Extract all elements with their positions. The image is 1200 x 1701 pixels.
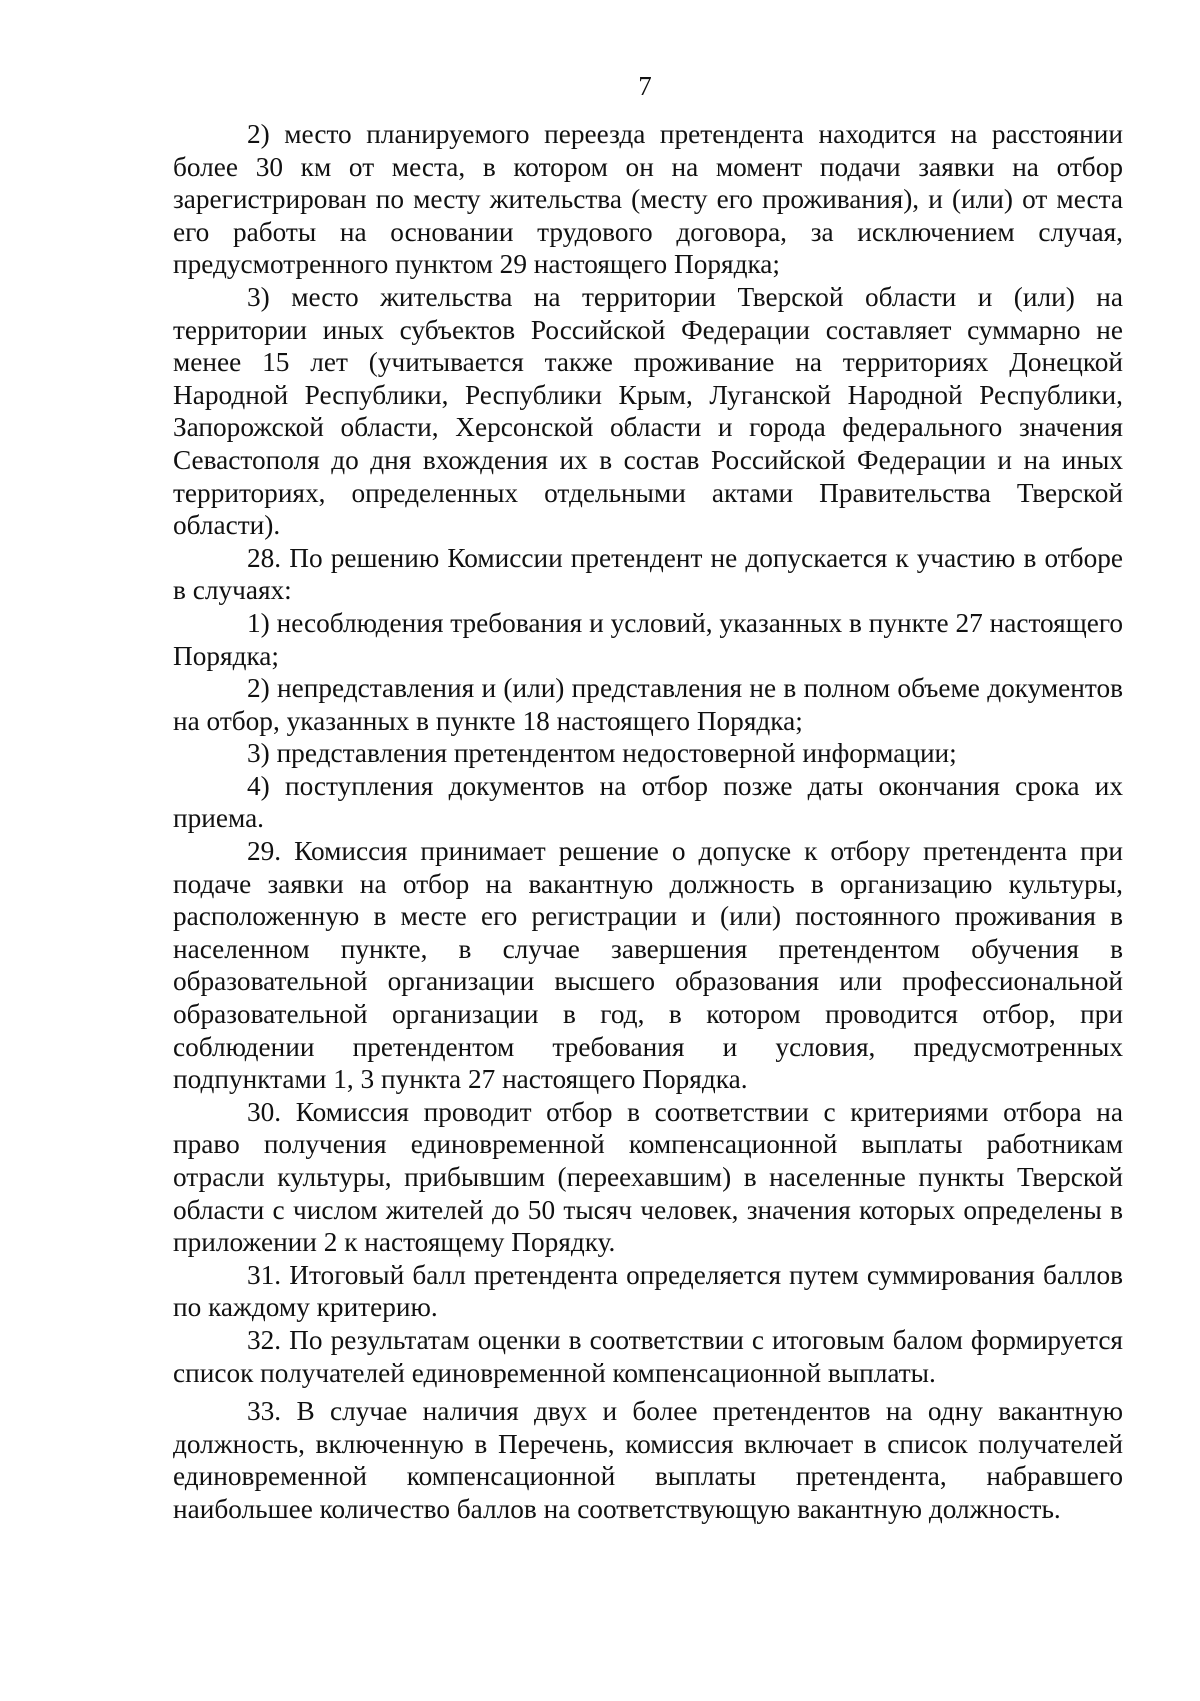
paragraph-28-item-4: 4) поступления документов на отбор позже даты окончания срока их приема. [173, 770, 1123, 834]
paragraph-28-item-3: 3) представления претендентом недостоверной информации; [247, 738, 957, 769]
page-number: 7 [638, 71, 652, 101]
paragraph-28-item-2: 2) непредставления и (или) представления не в полном объеме документов на отбор, указанных в пункте 18 настоящего Порядка; [173, 673, 1123, 736]
paragraph-31-total-score: 31. Итоговый балл претендента определяется путем суммирования баллов по каждому критерию. [173, 1259, 1123, 1323]
document-body [173, 118, 1123, 1526]
paragraph-29-admission: 29. Комиссия принимает решение о допуске к отбору претендента при подаче заявки на отбор на вакантную должность в организацию культуры, расположенную в месте его регистрации и (или) постоянного проживания в населенном пункте, в случае завершения претендентом обучения в образовательной организации высшего образования или профессиональной образовательной организации в год, в котором проводится отбор, при соблюдении претендентом требования и условия, предусмотренных подпунктами 1, 3 пункта 27 настоящего Порядка. [173, 836, 1123, 1095]
paragraph-item-3-residence-term: 3) место жительства на территории Тверской области и (или) на территории иных субъектов Российской Федерации составляет суммарно не менее 15 лет (учитывается также проживание на территориях Донецкой Народной Республики, Республики Крым, Луганской Народной Республики, Запорожской области, Херсонской области и города федерального значения Севастополя до дня вхождения их в состав Российской Федерации и на иных территориях, определенных отдельными актами Правительства Тверской области). [173, 281, 1123, 541]
paragraph-32-recipient-list: 32. По результатам оценки в соответствии с итоговым балом формируется список получателей единовременной компенсационной выплаты. [173, 1324, 1123, 1388]
paragraph-30-selection-criteria: 30. Комиссия проводит отбор в соответствии с критериями отбора на право получения единовременной компенсационной выплаты работникам отрасли культуры, прибывшим (переехавшим) в населенные пункты Тверской области с числом жителей до 50 тысяч человек, значения которых определены в приложении 2 к настоящему Порядку. [173, 1096, 1123, 1258]
paragraph-item-2-relocation-distance: 2) место планируемого переезда претендента находится на расстоянии более 30 км от места, в котором он на момент подачи заявки на отбор зарегистрирован по месту жительства (месту его проживания), и (или) от места его работы на основании трудового договора, за исключением случая, предусмотренного пунктом 29 настоящего Порядка; [173, 119, 1123, 280]
paragraph-28-item-1: 1) несоблюдения требования и условий, указанных в пункте 27 настоящего Порядка; [173, 607, 1123, 671]
paragraph-33-tie-breaking: 33. В случае наличия двух и более претендентов на одну вакантную должность, включенную в Перечень, комиссия включает в список получателей единовременной компенсационной выплаты претендента, набравшего наибольшее количество баллов на соответствующую вакантную должность. [173, 1396, 1123, 1524]
paragraph-28-rejection-cases: 28. По решению Комиссии претендент не допускается к участию в отборе в случаях: [173, 542, 1123, 606]
